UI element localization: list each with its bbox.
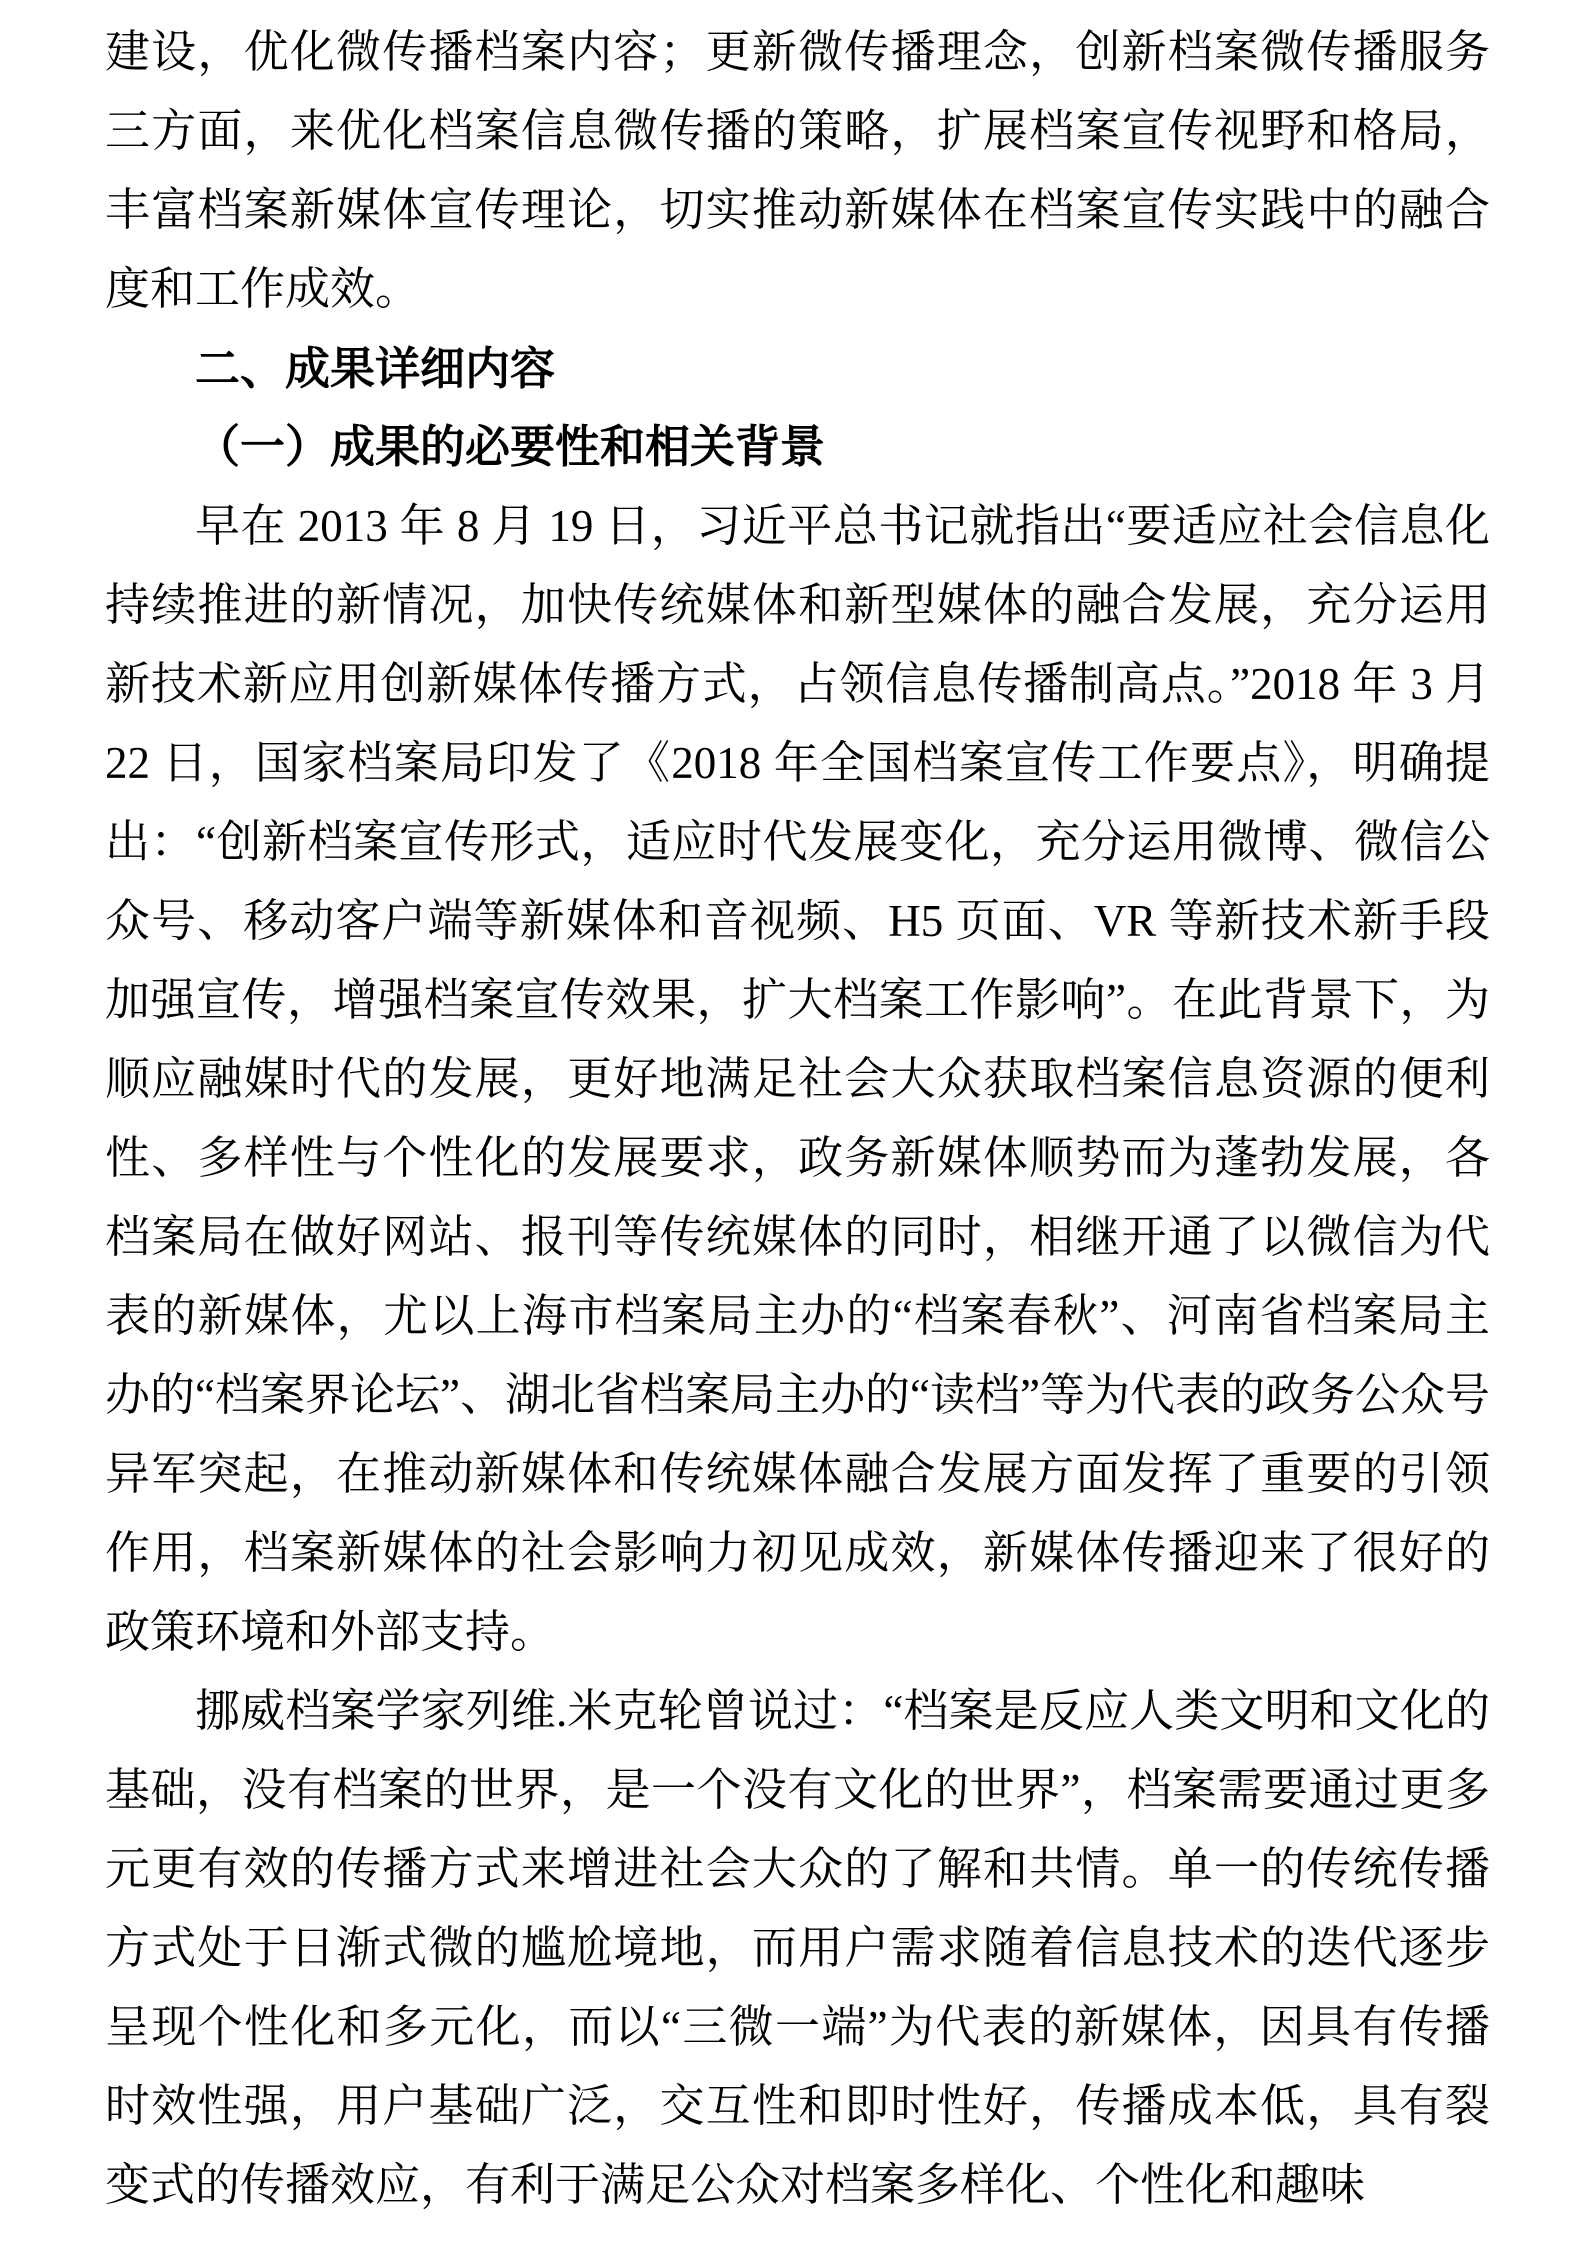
subsection-heading: （一）成果的必要性和相关背景	[195, 422, 826, 472]
paragraph-quote-new-media: 挪威档案学家列维.米克轮曾说过：“档案是反应人类文明和文化的基础，没有档案的世界，是一个没有文化的世界”，档案需要通过更多元更有效的传播方式来增进社会大众的了解和共情。单一的传统传播方式处于日渐式微的尴尬境地，而用户需求随着信息技术的迭代逐步呈现个性化和多元化，而以“三微一端”为代表的新媒体，因具有传播时效性强，用户基础广泛，交互性和即时性好，传播成本低，具有裂变式的传播效应，有利于满足公众对档案多样化、个性化和趣味	[105, 1686, 1490, 2210]
paragraph-continuation: 建设，优化微传播档案内容；更新微传播理念，创新档案微传播服务三方面，来优化档案信息微传播的策略，扩展档案宣传视野和格局，丰富档案新媒体宣传理论，切实推动新媒体在档案宣传实践中的融合度和工作成效。	[105, 27, 1490, 314]
paragraph-background: 早在 2013 年 8 月 19 日，习近平总书记就指出“要适应社会信息化持续推进的新情况，加快传统媒体和新型媒体的融合发展，充分运用新技术新应用创新媒体传播方式，占领信息传播制高点。”2018 年 3 月 22 日，国家档案局印发了《2018 年全国档案宣传工作要点》，明确提出：“创新档案宣传形式，适应时代发展变化，充分运用微博、微信公众号、移动客户端等新媒体和音视频、H5 页面、VR 等新技术新手段加强宣传，增强档案宣传效果，扩大档案工作影响”。在此背景下，为顺应融媒时代的发展，更好地满足社会大众获取档案信息资源的便利性、多样性与个性化的发展要求，政务新媒体顺势而为蓬勃发展，各档案局在做好网站、报刊等传统媒体的同时，相继开通了以微信为代表的新媒体，尤以上海市档案局主办的“档案春秋”、河南省档案局主办的“档案界论坛”、湖北省档案局主办的“读档”等为代表的政务公众号异军突起，在推动新媒体和传统媒体融合发展方面发挥了重要的引领作用，档案新媒体的社会影响力初见成效，新媒体传播迎来了很好的政策环境和外部支持。	[105, 501, 1490, 1657]
section-heading: 二、成果详细内容	[195, 343, 556, 394]
